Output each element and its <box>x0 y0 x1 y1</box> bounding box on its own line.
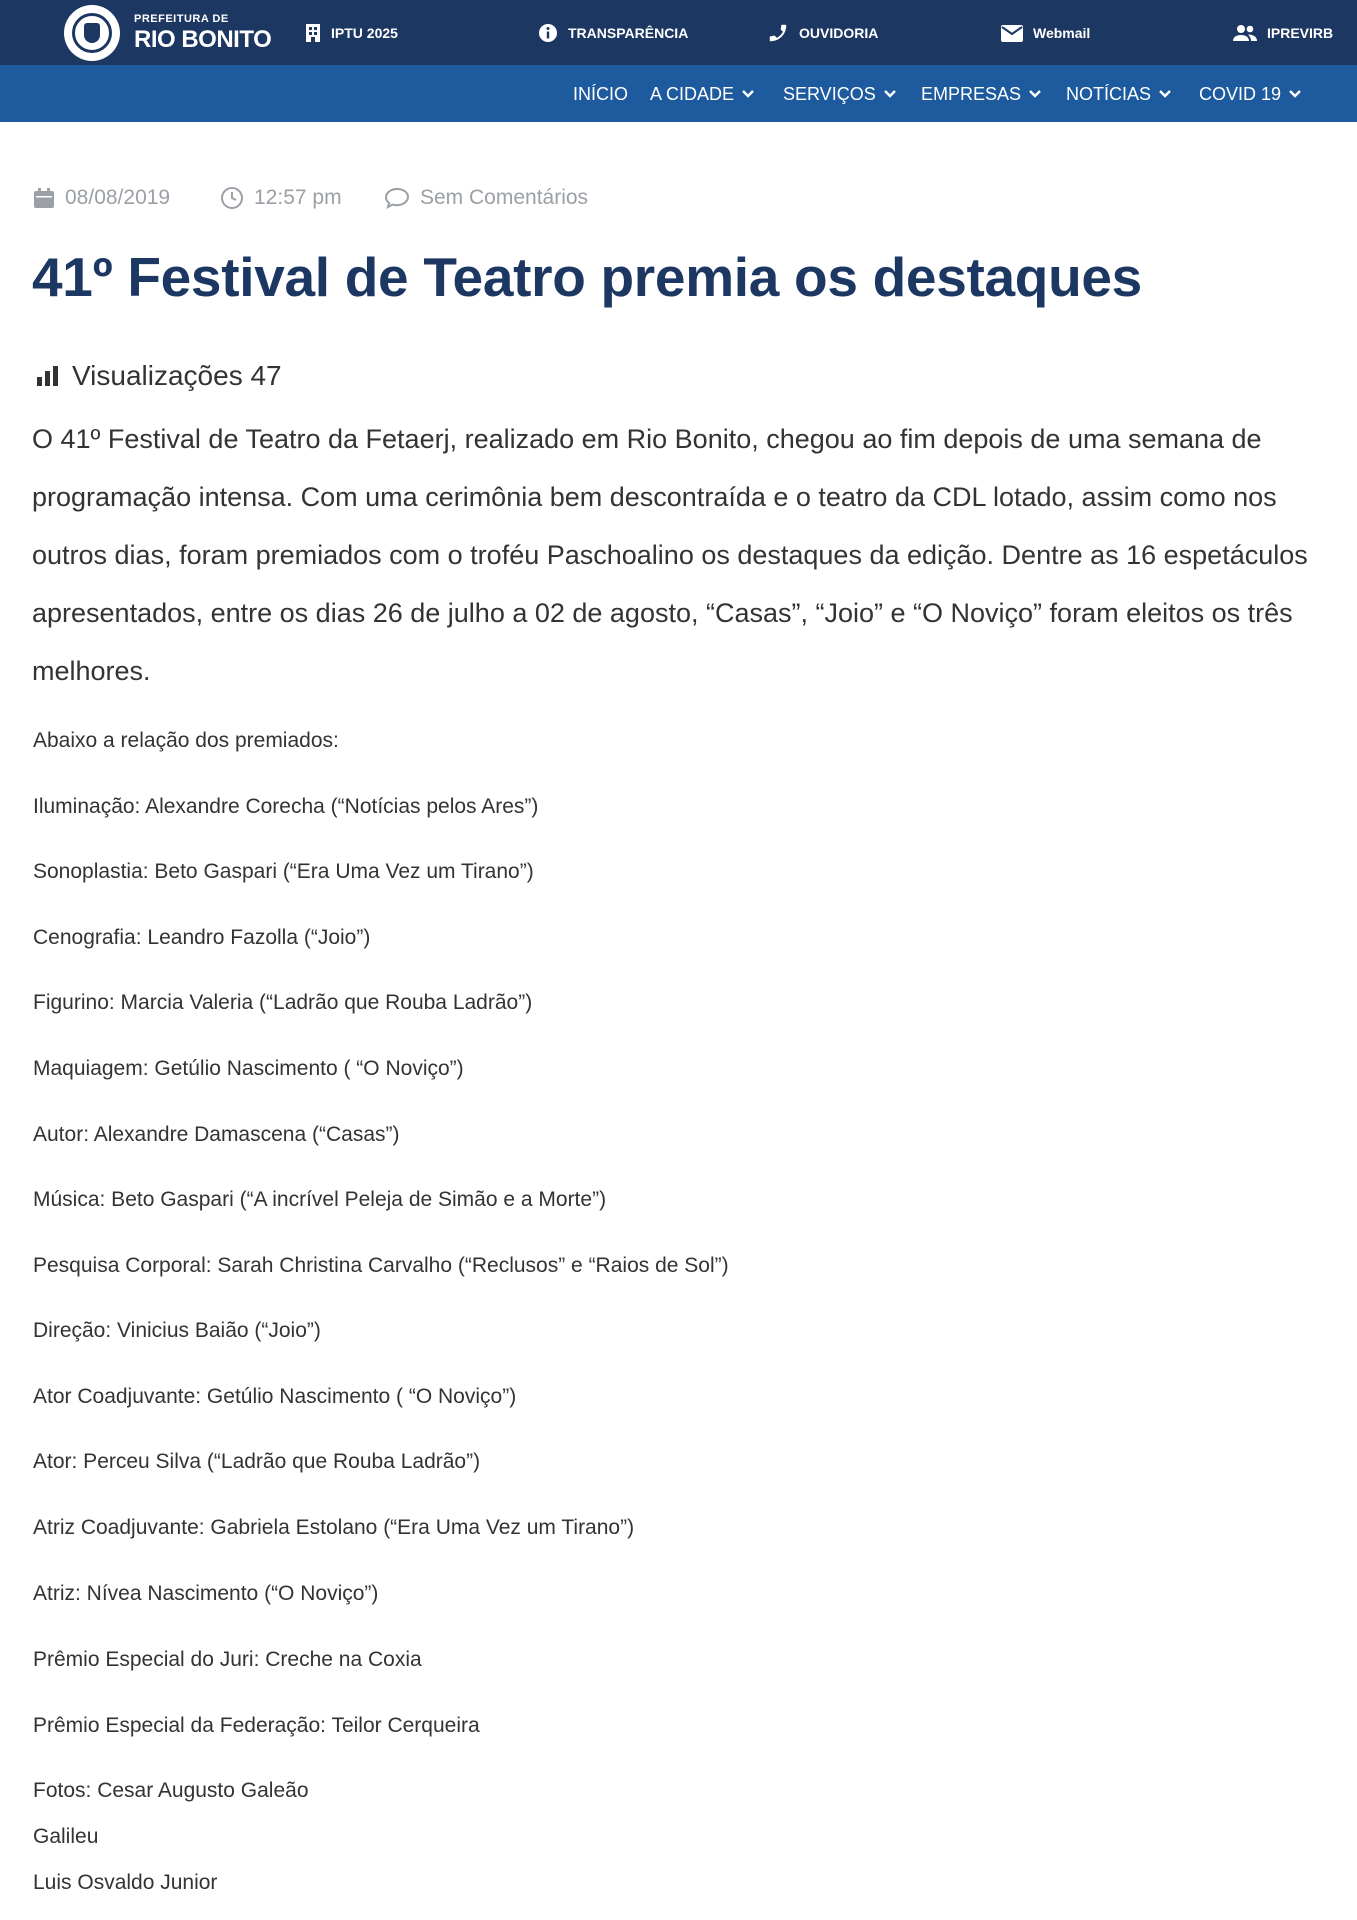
awards-intro: Abaixo a relação dos premiados: <box>33 729 339 752</box>
award-item: Atriz Coadjuvante: Gabriela Estolano (“Era Uma Vez um Tirano”) <box>33 1516 635 1539</box>
post-time-text: 12:57 pm <box>254 186 342 209</box>
ouvidoria-link[interactable] <box>767 20 878 46</box>
site-logo[interactable] <box>64 4 271 62</box>
post-date-text: 08/08/2019 <box>65 186 171 209</box>
chevron-down-icon <box>1159 90 1171 98</box>
nav-item-covid-19[interactable]: COVID 19 <box>1199 81 1301 107</box>
webmail-label: Webmail <box>1033 25 1091 41</box>
chevron-down-icon <box>1289 90 1301 98</box>
nav-item-servicos[interactable]: SERVIÇOS <box>783 81 896 107</box>
webmail-link[interactable] <box>1001 20 1090 46</box>
ouvidoria-label: OUVIDORIA <box>799 25 879 41</box>
iprevirb-link[interactable] <box>1233 20 1333 46</box>
award-item: Pesquisa Corporal: Sarah Christina Carvalho (“Reclusos” e “Raios de Sol”) <box>33 1254 729 1277</box>
views-counter <box>36 358 282 394</box>
post-date <box>33 183 170 213</box>
clock-icon <box>220 186 244 210</box>
info-icon <box>538 23 558 43</box>
photo-credit: Luis Osvaldo Junior <box>33 1871 218 1894</box>
photo-credit: Fotos: Cesar Augusto Galeão <box>33 1779 309 1802</box>
building-icon <box>305 23 321 43</box>
iprevirb-label: IPREVIRB <box>1267 25 1334 41</box>
award-item: Prêmio Especial da Federação: Teilor Cerqueira <box>33 1714 480 1737</box>
nav-item-empresas[interactable]: EMPRESAS <box>921 81 1041 107</box>
envelope-icon <box>1001 25 1023 42</box>
phone-icon <box>767 22 789 44</box>
comment-icon <box>384 187 410 209</box>
chevron-down-icon <box>742 90 754 98</box>
logo-small-text: PREFEITURA DE <box>134 13 229 25</box>
article-lead-paragraph: O 41º Festival de Teatro da Fetaerj, realizado em Rio Bonito, chegou ao fim depois de uma semana de programação intensa. Com uma cerimônia bem descontraída e o teatro da CDL lotado, assim como nos outros dias, foram premiados com o troféu Paschoalino os destaques da edição. Dentre as 16 espetáculos apresentados, entre os dias 26 de julho a 02 de agosto, “Casas”, “Joio” e “O Noviço” foram eleitos os três melhores. <box>32 424 1308 686</box>
award-item: Autor: Alexandre Damascena (“Casas”) <box>33 1123 400 1146</box>
award-item: Ator Coadjuvante: Getúlio Nascimento ( “O Noviço”) <box>33 1385 517 1408</box>
city-seal-icon <box>64 5 120 61</box>
logo-big-text: RIO BONITO <box>134 26 272 53</box>
bar-chart-icon <box>36 365 60 387</box>
users-icon <box>1233 24 1257 42</box>
award-item: Cenografia: Leandro Fazolla (“Joio”) <box>33 926 371 949</box>
award-item: Ator: Perceu Silva (“Ladrão que Rouba Ladrão”) <box>33 1450 481 1473</box>
award-item: Maquiagem: Getúlio Nascimento ( “O Noviço”) <box>33 1057 464 1080</box>
award-item: Direção: Vinicius Baião (“Joio”) <box>33 1319 321 1342</box>
iptu-link[interactable] <box>305 20 398 46</box>
post-comments-text: Sem Comentários <box>420 186 589 209</box>
post-time <box>220 183 342 213</box>
transparencia-label: TRANSPARÊNCIA <box>568 25 689 41</box>
transparencia-link[interactable] <box>538 20 688 46</box>
nav-item-noticias[interactable]: NOTÍCIAS <box>1066 81 1171 107</box>
award-item: Sonoplastia: Beto Gaspari (“Era Uma Vez um Tirano”) <box>33 860 534 883</box>
iptu-label: IPTU 2025 <box>331 25 398 41</box>
award-item: Figurino: Marcia Valeria (“Ladrão que Rouba Ladrão”) <box>33 991 533 1014</box>
chevron-down-icon <box>884 90 896 98</box>
main-navigation <box>0 65 1357 122</box>
nav-item-inicio[interactable]: INÍCIO <box>573 83 629 104</box>
article-title: 41º Festival de Teatro premia os destaques <box>32 246 1142 308</box>
views-text: Visualizações 47 <box>72 360 282 391</box>
calendar-icon <box>33 187 55 209</box>
award-item: Atriz: Nívea Nascimento (“O Noviço”) <box>33 1582 379 1605</box>
top-bar <box>0 0 1357 65</box>
chevron-down-icon <box>1029 90 1041 98</box>
nav-item-a-cidade[interactable]: A CIDADE <box>650 81 754 107</box>
award-item: Prêmio Especial do Juri: Creche na Coxia <box>33 1648 422 1671</box>
photo-credit: Galileu <box>33 1825 99 1848</box>
award-item: Iluminação: Alexandre Corecha (“Notícias pelos Ares”) <box>33 795 539 818</box>
post-comments-link[interactable] <box>384 183 588 213</box>
award-item: Música: Beto Gaspari (“A incrível Peleja de Simão e a Morte”) <box>33 1188 607 1211</box>
